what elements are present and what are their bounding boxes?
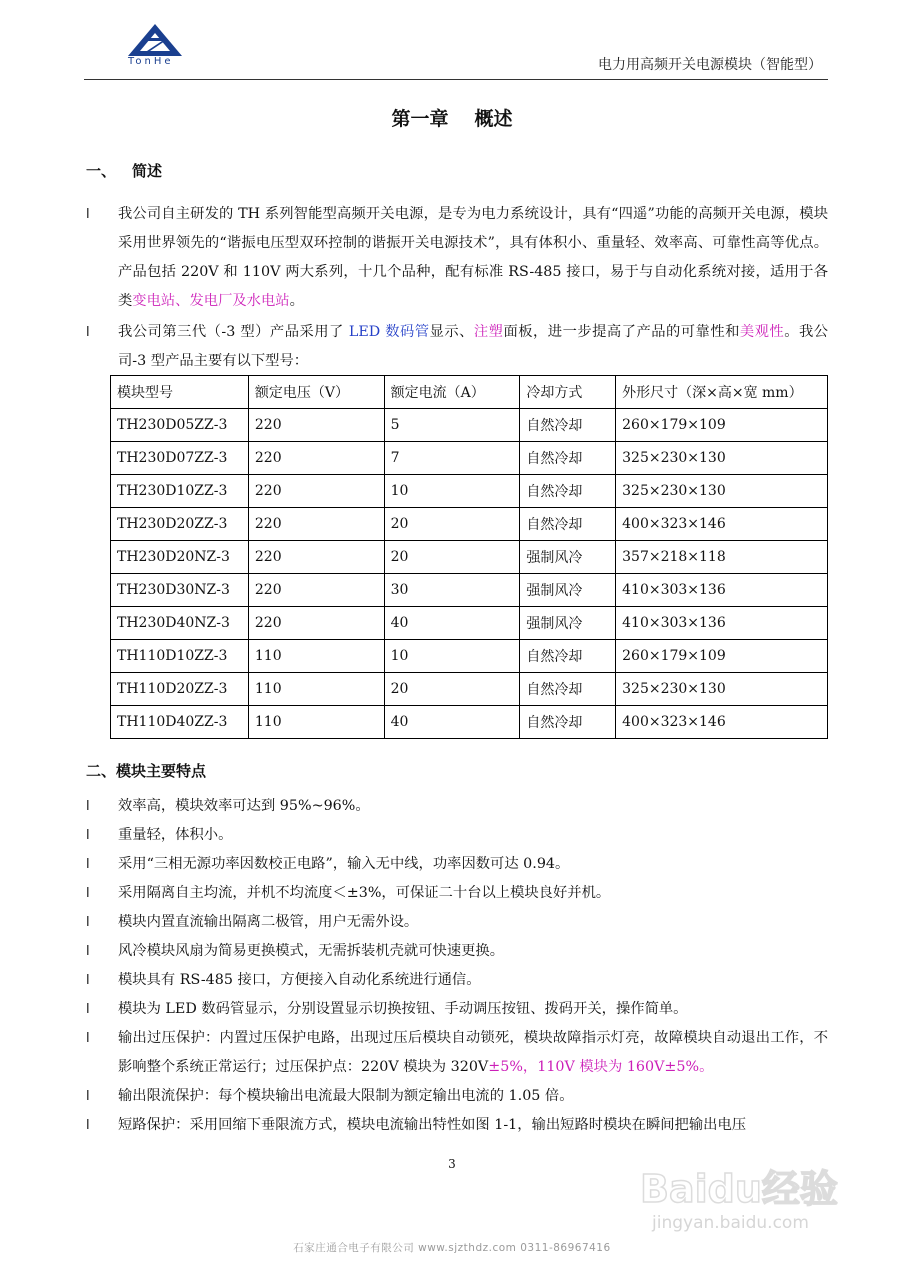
table-cell: 10 bbox=[384, 475, 520, 508]
table-row bbox=[111, 541, 828, 574]
table-cell: 7 bbox=[384, 442, 520, 475]
intro-text: 我公司自主研发的 TH 系列智能型高频开关电源，是专为电力系统设计，具有“四遥”功能的高频开关电源，模块采用世界领先的“谐振电压型双环控制的谐振开关电源技术”，具有体积小、重量轻、效率高、可靠性高等优点。产品包括 220V 和 110V 两大系列，十几个品种，配有标准 RS-485 接口，易于与自动化系统对接，适用于各类 bbox=[118, 206, 828, 309]
p2-text-c: 显示、 bbox=[429, 324, 474, 340]
table-cell: 110 bbox=[248, 640, 384, 673]
table-cell: 强制风冷 bbox=[520, 574, 616, 607]
bullet-marker: l bbox=[86, 1089, 90, 1104]
table-cell: TH230D30NZ-3 bbox=[111, 574, 249, 607]
table-cell: TH230D20ZZ-3 bbox=[111, 508, 249, 541]
table-cell: TH230D05ZZ-3 bbox=[111, 409, 249, 442]
baidu-watermark bbox=[640, 1160, 890, 1240]
bullet-marker: l bbox=[86, 1002, 90, 1017]
feature-text: 模块具有 RS-485 接口，方便接入自动化系统进行通信。 bbox=[118, 972, 481, 988]
table-header-row bbox=[111, 376, 828, 409]
logo-text: TonHe bbox=[128, 56, 174, 67]
table-header-cell: 冷却方式 bbox=[520, 376, 616, 409]
table-cell: 260×179×109 bbox=[616, 409, 828, 442]
table-cell: 220 bbox=[248, 475, 384, 508]
table-cell: TH230D40NZ-3 bbox=[111, 607, 249, 640]
bullet-marker: l bbox=[86, 799, 90, 814]
table-header-cell: 额定电流（A） bbox=[384, 376, 520, 409]
feature-text: 模块为 LED 数码管显示，分别设置显示切换按钮、手动调压按钮、拨码开关，操作简单。 bbox=[118, 1001, 688, 1017]
table-cell: 10 bbox=[384, 640, 520, 673]
table-cell: 110 bbox=[248, 673, 384, 706]
p2-link-injection: 注塑 bbox=[473, 324, 504, 340]
p2-link-led: LED 数码管 bbox=[348, 324, 430, 340]
table-cell: 357×218×118 bbox=[616, 541, 828, 574]
table-row bbox=[111, 574, 828, 607]
table-cell: 410×303×136 bbox=[616, 607, 828, 640]
table-cell: 325×230×130 bbox=[616, 475, 828, 508]
table-row bbox=[111, 607, 828, 640]
feature-item bbox=[86, 937, 828, 966]
model-spec-table bbox=[110, 375, 828, 739]
table-header-cell: 外形尺寸（深×高×宽 mm） bbox=[616, 376, 828, 409]
table-cell: 自然冷却 bbox=[520, 508, 616, 541]
chapter-name: 概述 bbox=[474, 108, 513, 130]
table-cell: 260×179×109 bbox=[616, 640, 828, 673]
bullet-marker: l bbox=[86, 325, 90, 340]
feature-text: 重量轻，体积小。 bbox=[118, 827, 233, 843]
bullet-marker: l bbox=[86, 886, 90, 901]
table-cell: 自然冷却 bbox=[520, 409, 616, 442]
feature-text: 风冷模块风扇为简易更换模式，无需拆装机壳就可快速更换。 bbox=[118, 943, 505, 959]
page-number: 3 bbox=[448, 1157, 456, 1171]
table-cell: 220 bbox=[248, 574, 384, 607]
table-cell: 40 bbox=[384, 706, 520, 739]
watermark-brand: Baidu经验 bbox=[640, 1167, 838, 1211]
bullet-marker: l bbox=[86, 1031, 90, 1046]
table-cell: 自然冷却 bbox=[520, 706, 616, 739]
table-cell: TH110D10ZZ-3 bbox=[111, 640, 249, 673]
footer-contact: 石家庄通合电子有限公司 www.sjzthdz.com 0311-86967416 bbox=[293, 1242, 611, 1254]
table-row bbox=[111, 673, 828, 706]
feature-text: 模块内置直流输出隔离二极管，用户无需外设。 bbox=[118, 914, 419, 930]
table-cell: 325×230×130 bbox=[616, 442, 828, 475]
table-cell: 400×323×146 bbox=[616, 508, 828, 541]
feature-item bbox=[86, 966, 828, 995]
table-cell: 220 bbox=[248, 508, 384, 541]
bullet-marker: l bbox=[86, 857, 90, 872]
table-cell: 20 bbox=[384, 541, 520, 574]
section-2-heading: 二、模块主要特点 bbox=[86, 762, 207, 780]
table-cell: TH110D20ZZ-3 bbox=[111, 673, 249, 706]
intro-end: 。 bbox=[289, 293, 304, 309]
table-cell: 30 bbox=[384, 574, 520, 607]
table-cell: 220 bbox=[248, 607, 384, 640]
table-row bbox=[111, 508, 828, 541]
table-cell: TH230D10ZZ-3 bbox=[111, 475, 249, 508]
table-cell: 20 bbox=[384, 508, 520, 541]
table-cell: 自然冷却 bbox=[520, 475, 616, 508]
table-cell: 325×230×130 bbox=[616, 673, 828, 706]
table-cell: TH230D07ZZ-3 bbox=[111, 442, 249, 475]
table-cell: 110 bbox=[248, 706, 384, 739]
table-cell: TH110D40ZZ-3 bbox=[111, 706, 249, 739]
feature-text: 效率高，模块效率可达到 95%~96%。 bbox=[118, 798, 370, 814]
bullet-marker: l bbox=[86, 915, 90, 930]
feature-item bbox=[86, 1024, 828, 1082]
p2-text-a: 我公司第三代（-3 型）产品采用了 bbox=[118, 324, 349, 340]
feature-text: 采用“三相无源功率因数校正电路”，输入无中线，功率因数可达 0.94。 bbox=[118, 856, 570, 872]
bullet-marker: l bbox=[86, 973, 90, 988]
feature-item bbox=[86, 1111, 828, 1140]
tonhe-logo-icon bbox=[126, 22, 184, 58]
section-1-number: 一、 bbox=[86, 162, 117, 180]
table-cell: 强制风冷 bbox=[520, 607, 616, 640]
feature-item bbox=[86, 995, 828, 1024]
chapter-number: 第一章 bbox=[391, 108, 449, 130]
feature-item bbox=[86, 908, 828, 937]
table-cell: TH230D20NZ-3 bbox=[111, 541, 249, 574]
table-cell: 220 bbox=[248, 409, 384, 442]
feature-item bbox=[86, 821, 828, 850]
feature-item bbox=[86, 792, 828, 821]
overvoltage-values: ±5%，110V 模块为 160V±5%。 bbox=[488, 1059, 714, 1075]
feature-item bbox=[86, 1082, 828, 1111]
table-cell: 自然冷却 bbox=[520, 442, 616, 475]
watermark-url: jingyan.baidu.com bbox=[652, 1213, 809, 1233]
feature-text: 短路保护：采用回缩下垂限流方式，模块电流输出特性如图 1-1，输出短路时模块在瞬间把输出电压 bbox=[118, 1117, 747, 1133]
intro-paragraph-2 bbox=[86, 318, 828, 376]
table-cell: 220 bbox=[248, 442, 384, 475]
feature-text: 采用隔离自主均流，并机不均流度＜±3%，可保证二十台以上模块良好并机。 bbox=[118, 885, 611, 901]
table-header-cell: 模块型号 bbox=[111, 376, 249, 409]
bullet-marker: l bbox=[86, 1118, 90, 1133]
header-title: 电力用高频开关电源模块（智能型） bbox=[598, 57, 822, 73]
chapter-title bbox=[0, 104, 904, 131]
table-cell: 220 bbox=[248, 541, 384, 574]
p2-link-aesthetics: 美观性 bbox=[739, 324, 785, 340]
bullet-marker: l bbox=[86, 944, 90, 959]
p2-text-g: 。我公司-3 型产品主要有以下型号： bbox=[118, 324, 829, 369]
table-cell: 40 bbox=[384, 607, 520, 640]
feature-text: 输出限流保护：每个模块输出电流最大限制为额定输出电流的 1.05 倍。 bbox=[118, 1088, 574, 1104]
table-cell: 410×303×136 bbox=[616, 574, 828, 607]
table-row bbox=[111, 475, 828, 508]
table-row bbox=[111, 706, 828, 739]
table-header-cell: 额定电压（V） bbox=[248, 376, 384, 409]
feature-item bbox=[86, 850, 828, 879]
p2-text-e: 面板，进一步提高了产品的可靠性和 bbox=[503, 324, 740, 340]
table-cell: 400×323×146 bbox=[616, 706, 828, 739]
table-row bbox=[111, 640, 828, 673]
table-cell: 5 bbox=[384, 409, 520, 442]
intro-link-stations: 变电站、发电厂及水电站 bbox=[132, 293, 290, 309]
feature-text: 输出过压保护：内置过压保护电路，出现过压后模块自动锁死，模块故障指示灯亮，故障模块自动退出工作，不影响整个系统正常运行；过压保护点：220V 模块为 320V bbox=[118, 1030, 828, 1075]
table-cell: 自然冷却 bbox=[520, 640, 616, 673]
table-cell: 强制风冷 bbox=[520, 541, 616, 574]
section-1-heading bbox=[86, 160, 162, 181]
intro-paragraph-1 bbox=[86, 200, 828, 316]
section-1-title: 简述 bbox=[132, 162, 163, 180]
bullet-marker: l bbox=[86, 207, 90, 222]
feature-item bbox=[86, 879, 828, 908]
table-cell: 20 bbox=[384, 673, 520, 706]
table-row bbox=[111, 442, 828, 475]
bullet-marker: l bbox=[86, 828, 90, 843]
table-row bbox=[111, 409, 828, 442]
table-cell: 自然冷却 bbox=[520, 673, 616, 706]
header-divider bbox=[84, 79, 828, 80]
